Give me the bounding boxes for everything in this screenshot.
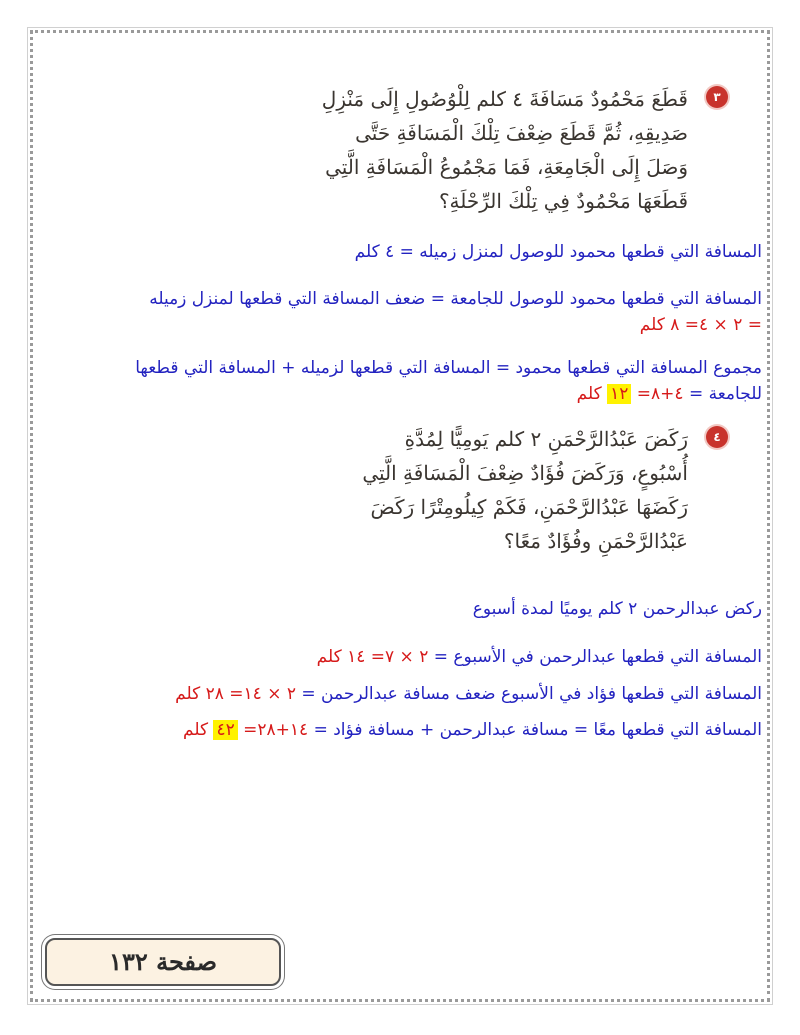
solution-2-line-3 bbox=[175, 681, 762, 707]
solution-1-line-1: المسافة التي قطعها محمود للوصول لمنزل زميله = ٤ كلم bbox=[354, 242, 762, 262]
solution-2-line-4 bbox=[183, 717, 762, 743]
calc: ٢ × ١٤= ٢٨ كلم bbox=[175, 684, 296, 704]
solution-1-line-3: مجموع المسافة التي قطعها محمود = المسافة التي قطعها لزميله + المسافة التي قطعها bbox=[135, 358, 762, 378]
problem-line: عَبْدُالرَّحْمَنِ وفُؤَادٌ مَعًا؟ bbox=[503, 529, 688, 553]
problem-line: وَصَلَ إِلَى الْجَامِعَةِ، فَمَا مَجْمُوعُ الْمَسَافَةِ الَّتِي bbox=[325, 155, 688, 179]
result-calc: ٤+٨= bbox=[631, 384, 684, 404]
result-prefix: للجامعة = bbox=[683, 384, 762, 404]
problem-line: صَدِيقِهِ، ثُمَّ قَطَعَ ضِعْفَ تِلْكَ الْمَسَافَةِ حَتَّى bbox=[355, 121, 688, 145]
problem-line: أُسْبُوعٍ، وَرَكَضَ فُؤَادٌ ضِعْفَ الْمَسَافَةِ الَّتِي bbox=[362, 461, 688, 485]
statement: المسافة التي قطعها عبدالرحمن في الأسبوع = bbox=[428, 647, 762, 667]
solution-2-line-1: ركض عبدالرحمن ٢ كلم يوميًا لمدة أسبوع bbox=[472, 599, 762, 619]
problem-line: رَكَضَ عَبْدُالرَّحْمَنِ ٢ كلم يَومِيًّا لِمُدَّةِ bbox=[404, 427, 688, 451]
calc: ١٤+٢٨= bbox=[237, 720, 309, 740]
problem-number-badge: ٣ bbox=[706, 86, 728, 108]
answer-highlight: ١٢ bbox=[607, 384, 631, 404]
problem-4 bbox=[208, 422, 721, 558]
solution-1-line-2-calc: = ٢ × ٤= ٨ كلم bbox=[639, 315, 762, 335]
problem-number-badge: ٤ bbox=[706, 426, 728, 448]
solution-1-line-3-result bbox=[577, 381, 762, 407]
result-unit: كلم bbox=[183, 720, 214, 740]
page-number-badge: صفحة ١٣٢ bbox=[45, 938, 281, 986]
problem-line: قَطَعَهَا مَحْمُودٌ فِي تِلْكَ الرِّحْلَةِ؟ bbox=[438, 189, 688, 213]
statement: المسافة التي قطعها معًا = مسافة عبدالرحمن + مسافة فؤاد = bbox=[308, 720, 762, 740]
solution-1-line-2: المسافة التي قطعها محمود للوصول للجامعة = ضعف المسافة التي قطعها لمنزل زميله bbox=[149, 289, 762, 309]
problem-3 bbox=[208, 82, 721, 218]
solution-2-line-2 bbox=[317, 644, 762, 670]
problem-line: قَطَعَ مَحْمُودٌ مَسَافَةَ ٤ كلم لِلْوُصُولِ إِلَى مَنْزِلِ bbox=[321, 87, 688, 111]
calc: ٢ × ٧= ١٤ كلم bbox=[316, 647, 429, 667]
result-unit: كلم bbox=[576, 384, 608, 404]
answer-highlight: ٤٢ bbox=[213, 720, 237, 740]
statement: المسافة التي قطعها فؤاد في الأسبوع ضعف مسافة عبدالرحمن = bbox=[296, 684, 762, 704]
problem-line: رَكَضَهَا عَبْدُالرَّحْمَنِ، فَكَمْ كِيلُومِتْرًا رَكَضَ bbox=[370, 495, 688, 519]
